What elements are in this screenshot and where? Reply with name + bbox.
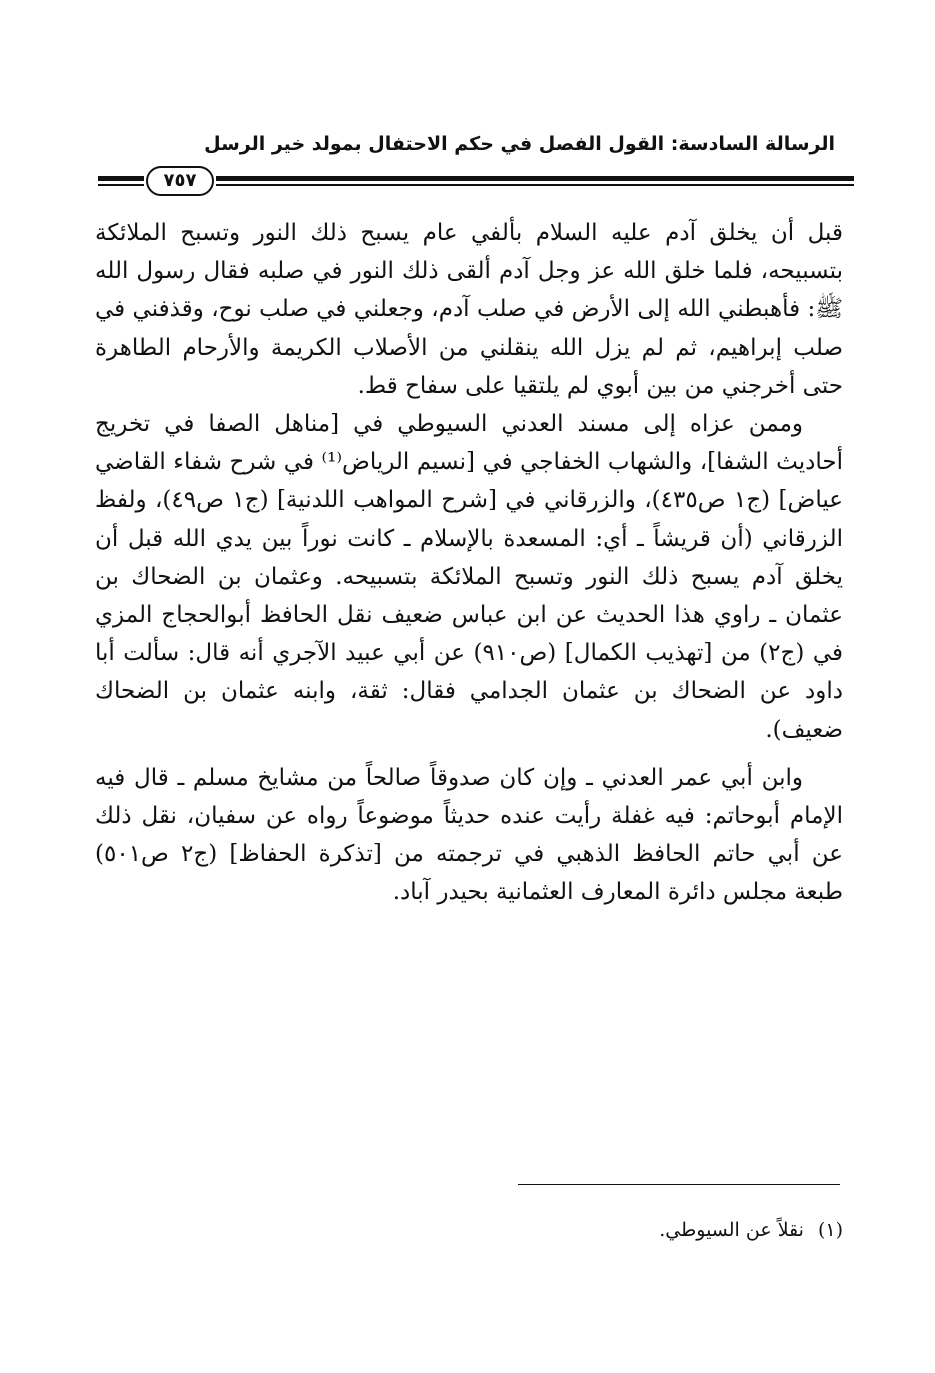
footnote-separator — [518, 1184, 840, 1185]
header-rule-left-thin-line — [98, 184, 144, 186]
paragraph-2: وممن عزاه إلى مسند العدني السيوطي في [مناهل الصفا في تخريج أحاديث الشفا]، والشهاب الخفاجي في [نسيم الرياض⁽¹⁾ في شرح شفاء القاضي عياض] (ج١ ص٤٣٥)، والزرقاني في [شرح المواهب اللدنية] (ج١ ص٤٩)، ولفظ الزرقاني (أن قريشاً ـ أي: المسعدة بالإسلام ـ كانت نوراً بين يدي الله قبل أن يخلق آدم يسبح ذلك النور وتسبح الملائكة بتسبيحه. وعثمان بن الضحاك بن عثمان ـ راوي هذا الحديث عن ابن عباس ضعيف نقل الحافظ أبوالحجاج المزي في (ج٢) من [تهذيب الكمال] (ص٩١٠) عن أبي عبيد الآجري أنه قال: سألت أبا داود عن الضحاك بن عثمان الجدامي فقال: ثقة، وابنه عثمان بن الضحاك ضعيف). — [95, 411, 844, 743]
running-header-title: الرسالة السادسة: القول الفصل في حكم الاحتفال بمولد خير الرسل — [204, 133, 835, 155]
footnote-marker: (١) — [817, 1219, 843, 1241]
footnote-1 — [95, 1216, 843, 1244]
header-rule-thick-line — [216, 176, 854, 181]
paragraph-1: قبل أن يخلق آدم عليه السلام بألفي عام يسبح ذلك النور وتسبح الملائكة بتسبيحه، فلما خلق الله عز وجل آدم ألقى ذلك النور في صلبه فقال رسول الله ﷺ: فأهبطني الله إلى الأرض في صلب آدم، وجعلني في صلب نوح، وقذفني في صلب إبراهيم، ثم لم يزل الله ينقلني من الأصلاب الكريمة والأرحام الطاهرة حتى أخرجني من بين أبوي لم يلتقيا على سفاح قط. — [95, 220, 843, 399]
header-rule-thin-line — [216, 184, 854, 186]
header-rule — [98, 166, 854, 200]
header-rule-left-thick-line — [98, 176, 144, 181]
footnote-text: نقلاً عن السيوطي. — [659, 1219, 804, 1241]
page-number: ٧٥٧ — [146, 166, 214, 196]
body-text — [95, 214, 843, 912]
paragraph-3: وابن أبي عمر العدني ـ وإن كان صدوقاً صالحاً من مشايخ مسلم ـ قال فيه الإمام أبوحاتم: فيه غفلة رأيت عنده حديثاً موضوعاً رواه عن سفيان، نقل ذلك عن أبي حاتم الحافظ الذهبي في ترجمته من [تذكرة الحفاظ] (ج٢ ص٥٠١) طبعة مجلس دائرة المعارف العثمانية بحيدر آباد. — [95, 764, 843, 906]
